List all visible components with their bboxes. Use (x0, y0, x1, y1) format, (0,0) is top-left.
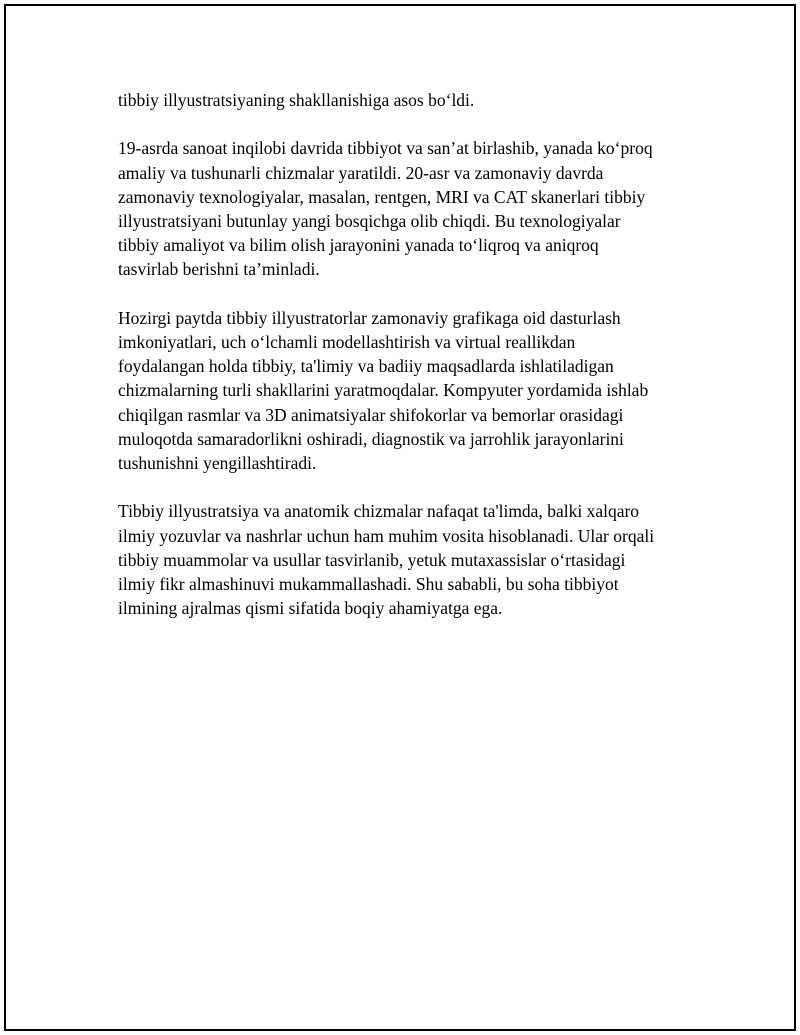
text-line: chiqilgan rasmlar va 3D animatsiyalar shifokorlar va bemorlar orasidagi (118, 404, 624, 425)
paragraph-2 (118, 136, 678, 281)
text-line: imkoniyatlari, uch o‘lchamli modellashtirish va virtual reallikdan (118, 332, 576, 352)
text-line: ilmiy fikr almashinuvi mukammallashadi. Shu sababli, bu soha tibbiyot (118, 574, 619, 595)
text-line: amaliy va tushunarli chizmalar yaratildi. 20-asr va zamonaviy davrda (118, 162, 604, 183)
text-line: Hozirgi paytda tibbiy illyustratorlar zamonaviy grafikaga oid dasturlash (118, 307, 621, 328)
text-line: chizmalarning turli shakllarini yaratmoqdalar. Kompyuter yordamida ishlab (118, 380, 649, 401)
paragraph-1 (118, 88, 678, 112)
text-line: foydalangan holda tibbiy, ta'limiy va badiiy maqsadlarda ishlatiladigan (118, 356, 614, 377)
text-line: Tibbiy illyustratsiya va anatomik chizmalar nafaqat ta'limda, balki xalqaro (118, 501, 640, 522)
paragraph-4 (118, 499, 678, 620)
text-line: tushunishni yengillashtiradi. (118, 453, 317, 474)
text-line: 19-asrda sanoat inqilobi davrida tibbiyot va san’at birlashib, yanada ko‘proq (118, 138, 653, 159)
text-line: tibbiy illyustratsiyaning shakllanishiga asos bo‘ldi. (118, 90, 475, 110)
paragraph-3 (118, 306, 678, 475)
text-line: illyustratsiyani butunlay yangi bosqichga olib chiqdi. Bu texnologiyalar (118, 211, 621, 231)
text-line: ilmiy yozuvlar va nashrlar uchun ham muhim vosita hisoblanadi. Ular orqali (118, 525, 655, 546)
text-line: zamonaviy texnologiyalar, masalan, rentgen, MRI va CAT skanerlari tibbiy (118, 186, 646, 207)
text-line: tibbiy muammolar va usullar tasvirlanib, yetuk mutaxassislar o‘rtasidagi (118, 549, 626, 570)
document-body (118, 88, 678, 645)
text-line: tasvirlab berishni ta’minladi. (118, 259, 320, 280)
text-line: ilmining ajralmas qismi sifatida boqiy ahamiyatga ega. (118, 598, 503, 619)
text-line: muloqotda samaradorlikni oshiradi, diagnostik va jarrohlik jarayonlarini (118, 428, 624, 449)
text-line: tibbiy amaliyot va bilim olish jarayonini yanada to‘liqroq va aniqroq (118, 235, 599, 256)
